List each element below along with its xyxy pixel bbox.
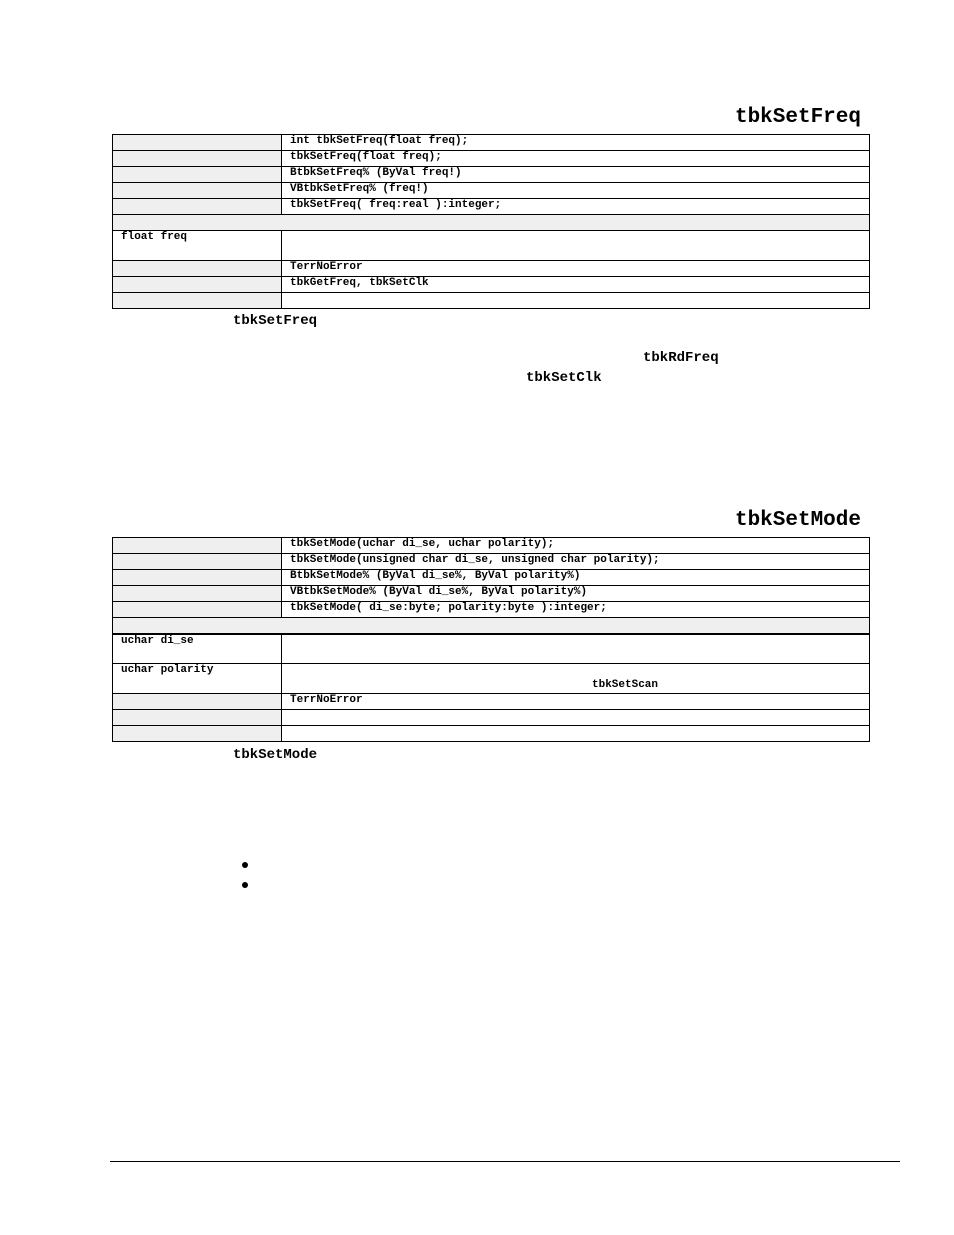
- prototype-basic: BtbkSetFreq% (ByVal freq!): [282, 167, 870, 183]
- param-name-polarity: uchar polarity: [113, 664, 282, 694]
- ref-tbksetscan: tbkSetScan: [592, 679, 659, 691]
- table-row: [113, 261, 870, 277]
- tbksetmode-spec-table: [112, 537, 870, 742]
- param-description: [282, 634, 870, 664]
- prototype-c: int tbkSetFreq(float freq);: [282, 135, 870, 151]
- row-label-cell: [113, 710, 282, 726]
- row-label-cell: [113, 602, 282, 618]
- tbksetfreq-spec-table: [112, 134, 870, 309]
- table-row: [113, 183, 870, 199]
- table-row: [113, 602, 870, 618]
- table-row: [113, 554, 870, 570]
- param-name-di-se: uchar di_se: [113, 634, 282, 664]
- table-row: [113, 570, 870, 586]
- table-row: [113, 151, 870, 167]
- prototype-c: tbkSetMode(uchar di_se, uchar polarity);: [282, 538, 870, 554]
- return-value: TerrNoError: [282, 694, 870, 710]
- table-row: [113, 710, 870, 726]
- table-row: [113, 135, 870, 151]
- prototype-cpp: tbkSetFreq(float freq);: [282, 151, 870, 167]
- prototype-cpp: tbkSetMode(unsigned char di_se, unsigned char polarity);: [282, 554, 870, 570]
- row-label-cell: [113, 586, 282, 602]
- ref-tbksetclk: tbkSetClk: [526, 370, 602, 386]
- table-row: [113, 231, 870, 261]
- ref-tbkrdfreq: tbkRdFreq: [643, 350, 719, 366]
- table-row: [113, 618, 870, 634]
- bullet-point: [242, 882, 248, 888]
- row-label-cell: [113, 554, 282, 570]
- table-row: [113, 293, 870, 309]
- bullet-point: [242, 862, 248, 868]
- ref-tbksetfreq: tbkSetFreq: [233, 313, 318, 329]
- table-row: [113, 167, 870, 183]
- row-label-cell: [113, 261, 282, 277]
- table-row: [113, 634, 870, 664]
- table-row: [113, 538, 870, 554]
- row-label-cell: [113, 167, 282, 183]
- return-value: TerrNoError: [282, 261, 870, 277]
- param-description: [282, 231, 870, 261]
- empty-cell: [282, 710, 870, 726]
- table-row: [113, 694, 870, 710]
- row-label-cell: [113, 183, 282, 199]
- ref-tbksetmode: tbkSetMode: [233, 747, 318, 763]
- prototype-basic: BtbkSetMode% (ByVal di_se%, ByVal polarity%): [282, 570, 870, 586]
- parameters-header-row: [113, 215, 870, 231]
- see-also: tbkGetFreq, tbkSetClk: [282, 277, 870, 293]
- table-row: [113, 664, 870, 694]
- param-name-freq: float freq: [113, 231, 282, 261]
- param-description: [282, 664, 870, 694]
- table-row: [113, 726, 870, 742]
- footer-divider: [110, 1161, 900, 1162]
- empty-cell: [282, 293, 870, 309]
- row-label-cell: [113, 277, 282, 293]
- row-label-cell: [113, 135, 282, 151]
- prototype-pascal: tbkSetFreq( freq:real ):integer;: [282, 199, 870, 215]
- table-row: [113, 215, 870, 231]
- empty-cell: [282, 726, 870, 742]
- row-label-cell: [113, 570, 282, 586]
- function-title-tbksetmode: tbkSetMode: [734, 509, 861, 532]
- row-label-cell: [113, 726, 282, 742]
- table-row: [113, 586, 870, 602]
- parameters-header-row: [113, 618, 870, 634]
- function-title-tbksetfreq: tbkSetFreq: [734, 106, 861, 129]
- row-label-cell: [113, 151, 282, 167]
- table-row: [113, 199, 870, 215]
- table-row: [113, 277, 870, 293]
- prototype-pascal: tbkSetMode( di_se:byte; polarity:byte ):integer;: [282, 602, 870, 618]
- row-label-cell: [113, 293, 282, 309]
- prototype-vb: VBtbkSetMode% (ByVal di_se%, ByVal polarity%): [282, 586, 870, 602]
- row-label-cell: [113, 694, 282, 710]
- row-label-cell: [113, 199, 282, 215]
- prototype-vb: VBtbkSetFreq% (freq!): [282, 183, 870, 199]
- row-label-cell: [113, 538, 282, 554]
